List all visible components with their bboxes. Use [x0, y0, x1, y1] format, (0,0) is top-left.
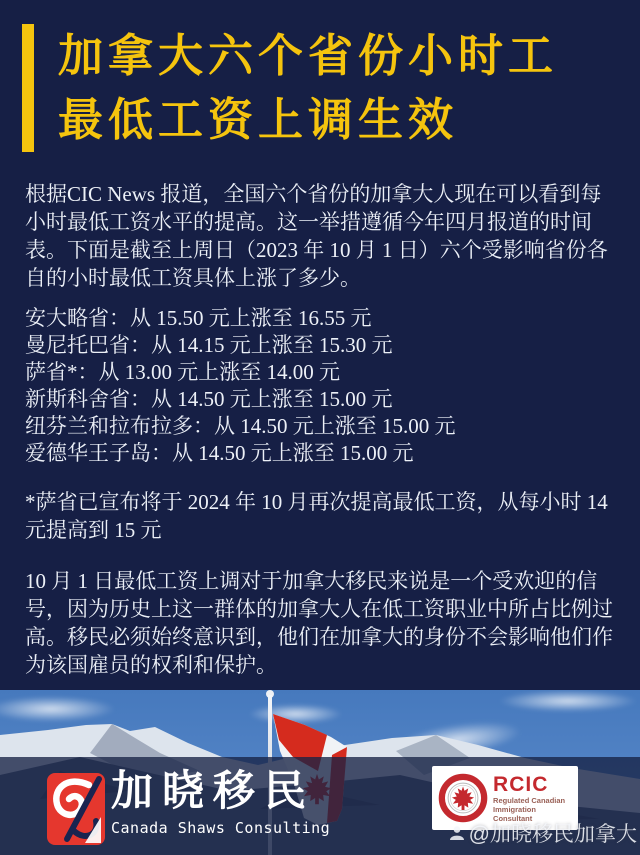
rcic-subtitle-line2: Immigration Consultant: [493, 804, 536, 823]
brand-name-en: Canada Shaws Consulting: [111, 819, 331, 837]
province-line: 萨省*：从 13.00 元上涨至 14.00 元: [25, 360, 340, 384]
page-title-line2: 最低工资上调生效: [58, 94, 459, 145]
rcic-text-block: [493, 774, 574, 823]
shaws-logo-icon: [47, 773, 105, 845]
watermark-text: @加晓移民加拿大: [468, 823, 637, 846]
province-line: 曼尼托巴省：从 14.15 元上涨至 15.30 元: [25, 333, 393, 357]
outro-paragraph: 10 月 1 日最低工资上调对于加拿大移民来说是一个受欢迎的信号，因为历史上这一群体的加拿大人在低工资职业中所占比例过高。移民必须始终意识到，他们在加拿大的身份不会影响他们作为该国雇员的权利和保护。: [25, 569, 613, 677]
province-wage-list: [25, 305, 619, 467]
watermark: [448, 818, 637, 848]
intro-paragraph: 根据CIC News 报道，全国六个省份的加拿大人现在可以看到每小时最低工资水平的提高。这一举措遵循今年四月报道的时间表。下面是截至上周日（2023 年 10 月 1 日）六个受影响省份各自的小时最低工资具体上涨了多少。: [25, 182, 608, 290]
cloud-decoration: [498, 690, 638, 712]
page-title-line1: 加拿大六个省份小时工: [58, 30, 559, 81]
article-body: [25, 180, 619, 679]
headline-block: [22, 24, 558, 152]
province-line: 纽芬兰和拉布拉多：从 14.50 元上涨至 15.00 元: [25, 414, 456, 438]
user-icon: [448, 824, 466, 842]
province-line: 安大略省：从 15.50 元上涨至 16.55 元: [25, 306, 372, 330]
footer-photo: [0, 690, 640, 855]
rcic-emblem-icon: [438, 772, 488, 824]
rcic-subtitle-line1: Regulated Canadian: [493, 795, 566, 805]
brand-text-block: [111, 769, 330, 836]
footer-band: [0, 757, 640, 855]
province-line: 新斯科舍省：从 14.50 元上涨至 15.00 元: [25, 387, 393, 411]
page-title: [58, 24, 558, 152]
brand-name-cn: 加晓移民: [111, 767, 316, 814]
province-line: 爱德华王子岛：从 14.50 元上涨至 15.00 元: [25, 441, 414, 465]
rcic-abbr: RCIC: [493, 772, 549, 796]
footnote-paragraph: *萨省已宣布将于 2024 年 10 月再次提高最低工资，从每小时 14 元提高到 15 元: [25, 490, 608, 542]
title-accent-bar: [22, 24, 34, 152]
